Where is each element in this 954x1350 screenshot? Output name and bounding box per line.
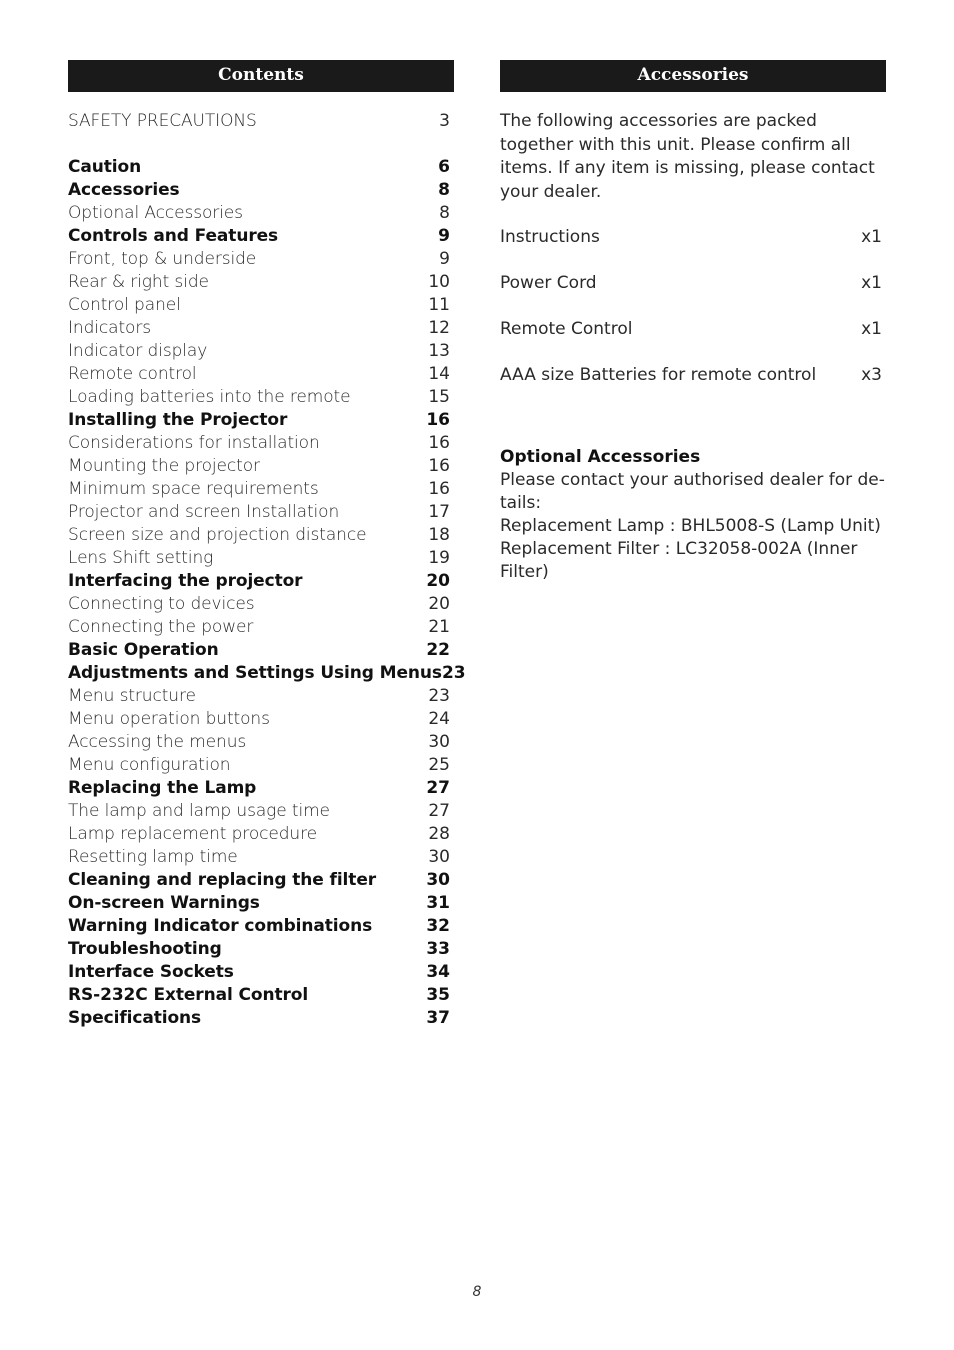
toc-entry [68,593,454,616]
toc-entry [68,938,454,961]
toc-entry-label: Minimum space requirements [68,479,319,499]
toc-entry-label: Adjustments and Settings Using Menus [68,663,442,683]
toc-entry-page: 14 [428,364,450,384]
toc-entry [68,984,454,1007]
toc-entry [68,271,454,294]
accessory-item [500,318,886,364]
toc-entry [68,662,466,685]
toc-entry [68,478,454,501]
toc-entry [68,110,454,133]
toc-spacer [68,133,454,156]
optional-text-line: Replacement Lamp : BHL5008-S (Lamp Unit) [500,516,881,536]
toc-entry-page: 32 [426,916,450,936]
accessory-name: Power Cord [500,273,597,293]
toc-entry-page: 12 [428,318,450,338]
accessories-intro: The following accessories are packed together with this unit. Please confirm all items. If any item is missing, please contact your dealer. [500,111,875,202]
toc-entry [68,156,454,179]
toc-entry [68,777,454,800]
page-number: 8 [472,1284,482,1300]
toc-entry-page: 3 [439,111,450,131]
toc-entry-page: 34 [426,962,450,982]
toc-entry-page: 15 [428,387,450,407]
toc-entry [68,225,454,248]
toc-entry-label: Rear & right side [68,272,209,292]
toc-entry-label: Connecting the power [68,617,254,637]
toc-entry-label: Mounting the projector [68,456,260,476]
toc-entry-label: Control panel [68,295,181,315]
accessory-item [500,272,886,318]
toc-entry-label: Resetting lamp time [68,847,238,867]
toc-entry [68,409,454,432]
toc-entry [68,616,454,639]
toc-entry-page: 16 [428,433,450,453]
optional-accessories-title: Optional Accessories [500,447,701,467]
toc-entry-page: 8 [439,203,450,223]
toc-entry-label: Menu structure [68,686,196,706]
toc-entry-page: 23 [441,663,466,683]
toc-entry-label: Caution [68,157,142,177]
toc-entry-label: Interfacing the projector [68,571,303,591]
toc-entry-label: Controls and Features [68,226,279,246]
accessory-item [500,364,886,410]
toc-entry [68,639,454,662]
toc-entry [68,892,454,915]
toc-entry-label: Warning Indicator combinations [68,916,373,936]
toc-entry-page: 16 [426,410,450,430]
toc-entry-page: 9 [438,226,450,246]
toc-entry-label: Indicator display [68,341,208,361]
optional-text-line: Please contact your authorised dealer for de- [500,470,885,490]
toc-entry [68,685,454,708]
accessory-name: Remote Control [500,319,633,339]
toc-entry-page: 16 [428,479,450,499]
toc-entry-page: 24 [428,709,450,729]
toc-entry-page: 27 [426,778,450,798]
accessory-name: AAA size Batteries for remote control [500,365,817,385]
toc-entry-page: 31 [426,893,450,913]
toc-entry-label: Installing the Projector [68,410,288,430]
accessory-name: Instructions [500,227,600,247]
toc-entry-label: Remote control [68,364,197,384]
toc-entry-page: 35 [426,985,450,1005]
toc-entry-label: Connecting to devices [68,594,255,614]
toc-entry [68,340,454,363]
toc-entry-page: 23 [428,686,450,706]
toc-entry-page: 25 [428,755,450,775]
toc-entry [68,179,454,202]
toc-entry-label: Projector and screen Installation [68,502,340,522]
toc-entry [68,547,454,570]
accessory-quantity: x1 [861,273,882,293]
toc-entry [68,317,454,340]
toc-entry-page: 19 [428,548,450,568]
optional-text-line: Filter) [500,562,549,582]
toc-entry-label: Troubleshooting [68,939,222,959]
toc-entry-label: Basic Operation [68,640,219,660]
toc-entry-label: Lamp replacement procedure [68,824,317,844]
accessory-quantity: x1 [861,227,882,247]
toc-entry-page: 20 [428,594,450,614]
accessory-quantity: x1 [861,319,882,339]
toc-entry [68,501,454,524]
toc-entry [68,248,454,271]
contents-list [68,110,466,1030]
toc-entry-label: Cleaning and replacing the filter [68,870,377,890]
toc-entry-label: SAFETY PRECAUTIONS [68,111,257,131]
toc-entry [68,708,454,731]
toc-entry [68,455,454,478]
toc-entry-page: 28 [428,824,450,844]
toc-entry [68,202,454,225]
optional-accessories-text [500,469,886,584]
accessories-heading: Accessories [500,60,886,92]
toc-entry-page: 13 [428,341,450,361]
toc-entry [68,294,454,317]
toc-entry-label: Front, top & underside [68,249,257,269]
toc-entry-page: 30 [428,847,450,867]
toc-entry-label: Optional Accessories [68,203,243,223]
toc-entry-page: 17 [428,502,450,522]
toc-entry-page: 30 [428,732,450,752]
toc-entry [68,915,454,938]
toc-entry [68,1007,454,1030]
toc-entry [68,432,454,455]
toc-entry-page: 21 [428,617,450,637]
toc-entry-page: 18 [428,525,450,545]
toc-entry-page: 30 [426,870,450,890]
toc-entry-label: Replacing the Lamp [68,778,257,798]
toc-entry-label: Considerations for installation [68,433,320,453]
toc-entry-page: 16 [428,456,450,476]
toc-entry-label: The lamp and lamp usage time [68,801,330,821]
toc-entry [68,961,454,984]
toc-entry [68,846,454,869]
toc-entry-label: Screen size and projection distance [68,525,367,545]
toc-entry-page: 10 [428,272,450,292]
toc-entry-page: 11 [428,295,450,315]
toc-entry-label: RS-232C External Control [68,985,309,1005]
toc-entry-label: Menu configuration [68,755,231,775]
toc-entry [68,386,454,409]
toc-entry-page: 27 [428,801,450,821]
optional-text-line: tails: [500,493,542,513]
toc-entry-label: Interface Sockets [68,962,234,982]
toc-entry-page: 37 [426,1008,450,1028]
toc-entry-label: Accessories [68,180,180,200]
toc-entry-label: Lens Shift setting [68,548,214,568]
toc-entry-page: 20 [426,571,450,591]
toc-entry-page: 6 [438,157,450,177]
toc-entry-page: 8 [438,180,450,200]
accessory-quantity: x3 [861,365,882,385]
contents-heading: Contents [68,60,454,92]
toc-entry-label: Specifications [68,1008,202,1028]
toc-entry [68,800,454,823]
toc-entry-page: 33 [426,939,450,959]
toc-entry [68,570,454,593]
toc-entry [68,869,454,892]
toc-entry-label: Menu operation buttons [68,709,270,729]
toc-entry [68,524,454,547]
toc-entry-page: 22 [426,640,450,660]
toc-entry-page: 9 [439,249,450,269]
accessories-list [500,226,886,410]
toc-entry-label: Accessing the menus [68,732,247,752]
toc-entry-label: Loading batteries into the remote [68,387,351,407]
toc-entry [68,363,454,386]
accessories-column [500,60,886,584]
contents-column [68,60,466,1030]
toc-entry [68,823,454,846]
accessory-item [500,226,886,272]
toc-entry-label: On-screen Warnings [68,893,260,913]
toc-entry [68,731,454,754]
toc-entry-label: Indicators [68,318,151,338]
optional-text-line: Replacement Filter : LC32058-002A (Inner [500,539,858,559]
toc-entry [68,754,454,777]
